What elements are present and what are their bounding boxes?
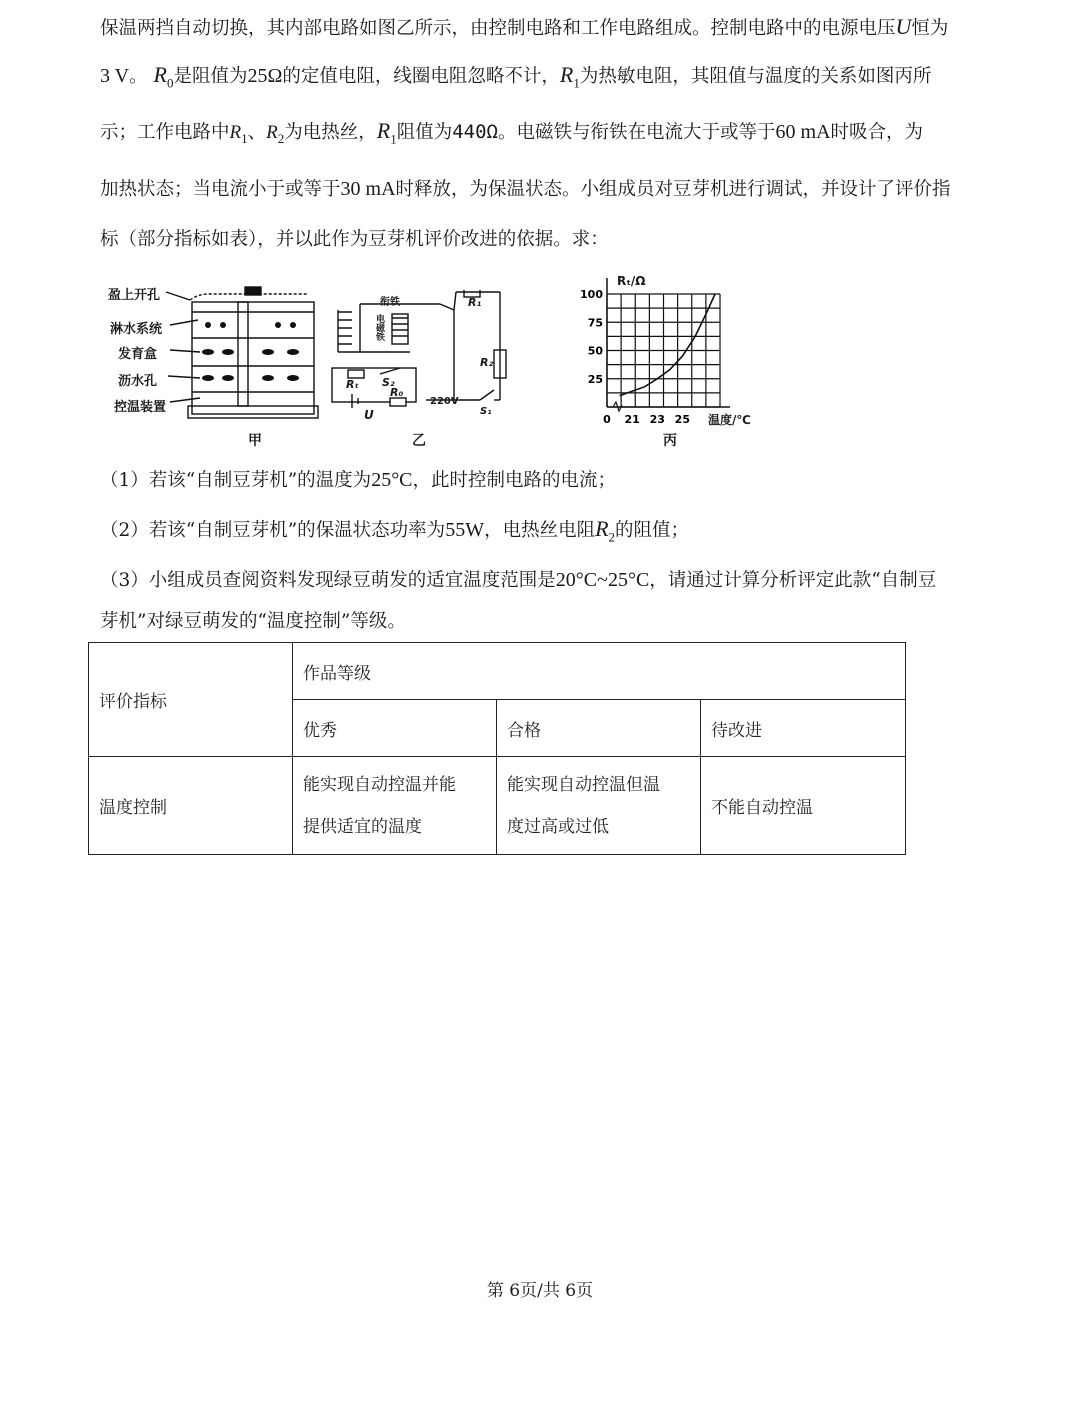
caption-yi: 乙 xyxy=(412,433,426,449)
label-sprinkler: 淋水系统 xyxy=(110,322,163,337)
chart-x-tick-label: 25 xyxy=(674,413,690,426)
caption-jia: 甲 xyxy=(248,433,262,449)
chart-y-tick-label: 25 xyxy=(587,372,603,386)
chart-x-tick-label: 0 xyxy=(603,413,611,426)
text: （2）若该“自制豆芽机”的保温状态功率为 xyxy=(100,520,446,541)
var-r1: $R_1$ xyxy=(559,62,580,91)
label-drain-hole: 沥水孔 xyxy=(118,374,158,389)
chart-y-tick-label: 100 xyxy=(580,288,603,301)
level-pass: 合格 xyxy=(497,700,701,757)
text: ，电热丝电阻 xyxy=(484,520,596,541)
sprout-machine-diagram xyxy=(108,280,328,450)
text: 恒为 xyxy=(911,18,949,39)
label-u: U xyxy=(364,408,374,422)
chart-y-tick-label: 50 xyxy=(587,344,603,358)
cell-excellent: 能实现自动控温并能 提供适宜的温度 xyxy=(293,757,497,855)
text: 保温两挡自动切换，其内部电路如图乙所示，由控制电路和工作电路组成。控制电路中的电源电压 xyxy=(100,18,896,39)
text: ，请通过计算分析评定此款“自制豆 xyxy=(649,570,937,591)
paragraph-line-1 xyxy=(100,14,985,42)
var-r2: $R_2$ xyxy=(595,516,616,545)
paragraph-line-3 xyxy=(100,118,985,152)
chart-series-line xyxy=(620,294,715,396)
question-1 xyxy=(100,467,985,494)
text: 。 xyxy=(129,66,148,87)
chart-y-tick-label: 75 xyxy=(587,316,603,330)
power-value: 55W xyxy=(445,519,485,541)
label-r0: R₀ xyxy=(390,386,404,399)
chart-y-label: Rₜ/Ω xyxy=(617,274,646,288)
label-r1: R₁ xyxy=(468,296,482,309)
text: 、 xyxy=(247,122,267,143)
text: 为热敏电阻，其阻值与温度的关系如图丙所 xyxy=(579,66,932,87)
text: （3）小组成员查阅资料发现绿豆萌发的适宜温度范围是 xyxy=(100,570,556,591)
text: 。电磁铁与衔铁在电流大于或等于 xyxy=(498,122,776,143)
question-2 xyxy=(100,516,985,550)
text: 阻值为 xyxy=(396,122,453,143)
caption-bing: 丙 xyxy=(663,433,677,449)
var-r1: $R_1$ xyxy=(229,122,248,146)
label-rt: Rₜ xyxy=(346,378,359,391)
text: 时吸合，为 xyxy=(830,122,924,143)
text: 是阻值为 xyxy=(173,66,248,87)
var-r1: $R_1$ xyxy=(376,118,397,147)
text: （1）若该“自制豆芽机”的温度为 xyxy=(100,470,372,491)
text: 的定值电阻，线圈电阻忽略不计， xyxy=(282,66,560,87)
thermistor-chart xyxy=(575,272,770,432)
current-value: 60 mA xyxy=(775,121,831,143)
figure-jia xyxy=(108,280,328,450)
temperature-value: 25°C xyxy=(371,469,413,491)
circuit-diagram xyxy=(330,290,510,450)
text: 时释放，为保温状态。小组成员对豆芽机进行调试，并设计了评价指 xyxy=(395,179,951,200)
cell-improve: 不能自动控温 xyxy=(701,757,906,855)
voltage-value: 3 V xyxy=(100,65,130,87)
question-3a xyxy=(100,567,985,594)
header-indicator: 评价指标 xyxy=(89,643,293,757)
level-excellent: 优秀 xyxy=(293,700,497,757)
current-value: 30 mA xyxy=(340,178,396,200)
label-220v: 220V xyxy=(430,396,459,407)
evaluation-table xyxy=(88,642,906,855)
paragraph-line-2 xyxy=(100,62,985,96)
text: ，此时控制电路的电流； xyxy=(412,470,617,491)
label-armature: 衔铁 xyxy=(380,297,400,308)
resistance-value: 440Ω xyxy=(452,121,498,143)
var-r0: $R_0$ xyxy=(153,62,174,91)
question-3b xyxy=(100,609,985,635)
text: 芽机”对绿豆萌发的“温度控制”等级。 xyxy=(100,611,406,632)
header-grade: 作品等级 xyxy=(293,643,906,700)
text: 为电热丝， xyxy=(284,122,377,143)
paragraph-line-5 xyxy=(100,227,985,253)
text: 的阻值； xyxy=(615,520,690,541)
label-s2: S₂ xyxy=(382,376,395,389)
level-improve: 待改进 xyxy=(701,700,906,757)
paragraph-line-4 xyxy=(100,176,985,203)
var-u: U xyxy=(895,14,912,39)
figure-bing xyxy=(575,272,770,452)
label-lid-hole: 盈上开孔 xyxy=(108,288,161,303)
figure-yi xyxy=(330,290,510,450)
resistance-value: 25Ω xyxy=(247,65,283,87)
chart-x-tick-label: 21 xyxy=(624,413,640,426)
temperature-range: 20°C~25°C xyxy=(555,569,650,591)
label-growth-box: 发育盒 xyxy=(118,347,158,362)
text: 标（部分指标如表），并以此作为豆芽机评价改进的依据。求： xyxy=(100,229,609,250)
row-label-temperature: 温度控制 xyxy=(89,757,293,855)
text: 示；工作电路中 xyxy=(100,122,230,143)
label-s1: S₁ xyxy=(480,406,492,417)
page-footer: 第 6页/共 6页 xyxy=(486,1281,594,1301)
var-r2: $R_2$ xyxy=(266,122,285,146)
cell-pass: 能实现自动控温但温 度过高或过低 xyxy=(497,757,701,855)
label-r2: R₂ xyxy=(480,356,494,369)
text: 加热状态；当电流小于或等于 xyxy=(100,179,341,200)
chart-x-label: 温度/℃ xyxy=(708,413,751,427)
label-thermostat: 控温装置 xyxy=(114,400,167,415)
label-electromagnet: 电磁铁 xyxy=(376,315,386,343)
chart-x-tick-label: 23 xyxy=(649,413,665,426)
